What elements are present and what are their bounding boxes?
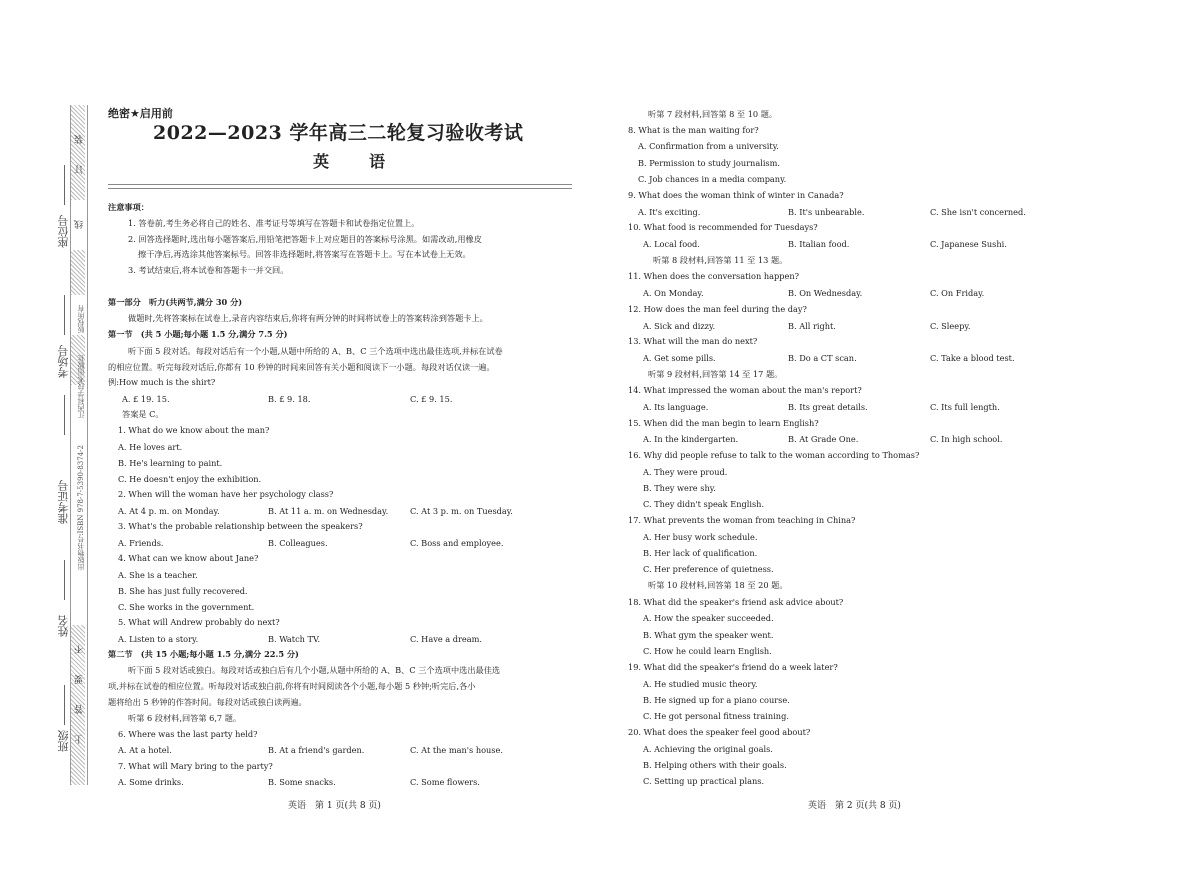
part-instructions: 做题时,先将答案标在试卷上,录音内容结束后,你将有两分钟的时间将试卷上的答案转涂到答题卡上。 xyxy=(128,313,488,323)
answer-option[interactable]: A. Local food. xyxy=(643,239,700,249)
question: 6. Where was the last party held? xyxy=(118,729,258,739)
answer-option[interactable]: A. It's exciting. xyxy=(638,207,701,217)
answer-option[interactable]: A. Sick and dizzy. xyxy=(643,321,716,331)
question: 14. What impressed the woman about the man's report? xyxy=(628,385,862,395)
example-question: 例:How much is the shirt? xyxy=(108,377,216,387)
name-field[interactable] xyxy=(64,560,65,600)
question: 2. When will the woman have her psychology class? xyxy=(118,489,334,499)
answer-option[interactable]: A. He loves art. xyxy=(118,442,183,452)
subject-title: 英 语 xyxy=(313,152,398,171)
binding-mark: 订 xyxy=(75,165,85,174)
answer-option[interactable]: A. She is a teacher. xyxy=(118,570,198,580)
binding-mark: 装 xyxy=(75,135,85,144)
answer-option[interactable]: A. Her busy work schedule. xyxy=(643,532,758,542)
section-heading: 第二节 (共 15 小题;每小题 1.5 分,满分 22.5 分) xyxy=(108,649,299,659)
answer-option[interactable]: C. He got personal fitness training. xyxy=(643,711,789,721)
answer-option[interactable]: B. What gym the speaker went. xyxy=(643,630,774,640)
example-option: A. £ 19. 15. xyxy=(122,394,170,404)
answer-option[interactable]: A. At a hotel. xyxy=(118,745,172,755)
question: 20. What does the speaker feel good about? xyxy=(628,727,811,737)
answer-option[interactable]: A. Friends. xyxy=(118,538,164,548)
example-option: C. £ 9. 15. xyxy=(410,394,453,404)
question: 3. What's the probable relationship between the speakers? xyxy=(118,521,363,531)
answer-option[interactable]: B. Her lack of qualification. xyxy=(643,548,758,558)
answer-option[interactable]: C. How he could learn English. xyxy=(643,646,772,656)
answer-option[interactable]: B. Watch TV. xyxy=(268,634,321,644)
answer-option[interactable]: C. She isn't concerned. xyxy=(930,207,1026,217)
binding-mark: 要 xyxy=(75,675,85,684)
answer-option[interactable]: B. At Grade One. xyxy=(788,434,859,444)
section-instructions: 的相应位置。听完每段对话后,你都有 10 秒钟的时间来回答有关小题和阅读下一小题。每段对话仅读一遍。 xyxy=(108,362,495,372)
answer-option[interactable]: B. Some snacks. xyxy=(268,777,336,787)
question: 15. When did the man begin to learn English? xyxy=(628,418,819,428)
segment-heading: 听第 9 段材料,回答第 14 至 17 题。 xyxy=(648,369,783,379)
answer-option[interactable]: A. Listen to a story. xyxy=(118,634,199,644)
seat-number-label: 座位号 xyxy=(57,215,70,248)
segment-heading: 听第 8 段材料,回答第 11 至 13 题。 xyxy=(653,255,788,265)
answer-option[interactable]: B. Do a CT scan. xyxy=(788,353,857,363)
notice-item: 擦干净后,再选涂其他答案标号。回答非选择题时,将答案写在答题卡上。写在本试卷上无效。 xyxy=(138,249,471,259)
question: 4. What can we know about Jane? xyxy=(118,553,259,563)
confidential-mark: 绝密★启用前 xyxy=(108,107,173,120)
page-footer: 英语 第 2 页(共 8 页) xyxy=(808,801,901,811)
answer-option[interactable]: A. Achieving the original goals. xyxy=(643,744,773,754)
exam-title: 2022—2023 学年高三二轮复习验收考试 xyxy=(153,122,524,144)
publisher-note: 江西科学技术出版社 xyxy=(77,355,85,418)
answer-option[interactable]: A. At 4 p. m. on Monday. xyxy=(118,506,220,516)
answer-option[interactable]: B. It's unbearable. xyxy=(788,207,865,217)
admission-number-label: 准考证号 xyxy=(57,480,70,524)
answer-option[interactable]: C. Boss and employee. xyxy=(410,538,504,548)
isbn-note: 出版物书号:ISBN 978-7-5390-8374-2 xyxy=(77,445,85,571)
binding-mark: 线 xyxy=(75,220,85,229)
section-instructions: 题将给出 5 秒钟的作答时间。每段对话或独白读两遍。 xyxy=(108,697,307,707)
seat-number-field[interactable] xyxy=(64,165,65,205)
answer-option[interactable]: C. At 3 p. m. on Tuesday. xyxy=(410,506,513,516)
answer-option[interactable]: C. Some flowers. xyxy=(410,777,480,787)
answer-option[interactable]: B. They were shy. xyxy=(643,483,716,493)
answer-option[interactable]: C. Job chances in a media company. xyxy=(638,174,787,184)
question: 12. How does the man feel during the day? xyxy=(628,304,807,314)
question: 9. What does the woman think of winter in Canada? xyxy=(628,190,844,200)
hatch-block xyxy=(71,105,85,200)
question: 18. What did the speaker's friend ask advice about? xyxy=(628,597,844,607)
question: 7. What will Mary bring to the party? xyxy=(118,761,273,771)
exam-room-label: 考场号 xyxy=(57,345,70,378)
answer-option[interactable]: C. Setting up practical plans. xyxy=(643,776,765,786)
answer-option[interactable]: C. Sleepy. xyxy=(930,321,971,331)
segment-heading: 听第 7 段材料,回答第 8 至 10 题。 xyxy=(648,109,778,119)
binding-mark: 答 xyxy=(75,705,85,714)
answer-option[interactable]: A. In the kindergarten. xyxy=(643,434,739,444)
answer-option[interactable]: A. They were proud. xyxy=(643,467,728,477)
answer-option[interactable]: A. How the speaker succeeded. xyxy=(643,613,774,623)
question: 13. What will the man do next? xyxy=(628,336,758,346)
answer-option[interactable]: B. Permission to study journalism. xyxy=(638,158,781,168)
class-field[interactable] xyxy=(64,685,65,725)
answer-option[interactable]: B. At a friend's garden. xyxy=(268,745,365,755)
answer-option[interactable]: C. In high school. xyxy=(930,434,1003,444)
question: 17. What prevents the woman from teaching in China? xyxy=(628,515,856,525)
answer-option[interactable]: C. Japanese Sushi. xyxy=(930,239,1007,249)
segment-heading: 听第 6 段材料,回答第 6,7 题。 xyxy=(128,713,242,723)
answer-option[interactable]: C. He doesn't enjoy the exhibition. xyxy=(118,474,262,484)
answer-option[interactable]: C. They didn't speak English. xyxy=(643,499,765,509)
answer-option[interactable]: A. Get some pills. xyxy=(643,353,716,363)
question: 1. What do we know about the man? xyxy=(118,425,270,435)
divider xyxy=(108,184,572,189)
part-heading: 第一部分 听力(共两节,满分 30 分) xyxy=(108,297,243,307)
section-instructions: 听下面 5 段对话或独白。每段对话或独白后有几个小题,从题中所给的 A、B、C 三个选项中选出最佳选 xyxy=(128,665,501,675)
section-instructions: 项,并标在试卷的相应位置。听每段对话或独白前,你将有时间阅读各个小题,每小题 5 秒钟;听完后,各小 xyxy=(108,681,476,691)
hatch-block xyxy=(71,250,85,295)
exam-room-field[interactable] xyxy=(64,295,65,335)
answer-option[interactable]: B. Italian food. xyxy=(788,239,850,249)
example-answer: 答案是 C。 xyxy=(122,409,164,419)
notice-item: 2. 回答选择题时,选出每小题答案后,用铅笔把答题卡上对应题目的答案标号涂黑。如需改动,用橡皮 xyxy=(128,234,482,244)
page-footer: 英语 第 1 页(共 8 页) xyxy=(288,801,381,811)
binding-mark: 上 xyxy=(75,735,85,744)
answer-option[interactable]: C. Her preference of quietness. xyxy=(643,564,774,574)
answer-option[interactable]: C. Have a dream. xyxy=(410,634,483,644)
question: 5. What will Andrew probably do next? xyxy=(118,617,280,627)
answer-option[interactable]: A. Its language. xyxy=(643,402,709,412)
answer-option[interactable]: B. He signed up for a piano course. xyxy=(643,695,790,705)
admission-number-field[interactable] xyxy=(64,395,65,435)
answer-option[interactable]: B. Colleagues. xyxy=(268,538,328,548)
publisher-note: 版权所有 xyxy=(77,305,85,333)
name-label: 姓名 xyxy=(57,615,70,637)
segment-heading: 听第 10 段材料,回答第 18 至 20 题。 xyxy=(648,580,788,590)
answer-option[interactable]: C. Take a blood test. xyxy=(930,353,1015,363)
question: 8. What is the man waiting for? xyxy=(628,125,759,135)
answer-option[interactable]: C. She works in the government. xyxy=(118,602,255,612)
binding-mark: 不 xyxy=(75,645,85,654)
binding-margin xyxy=(58,105,98,785)
answer-option[interactable]: B. Helping others with their goals. xyxy=(643,760,787,770)
answer-option[interactable]: A. He studied music theory. xyxy=(643,679,758,689)
question: 11. When does the conversation happen? xyxy=(628,271,799,281)
answer-option[interactable]: B. Its great details. xyxy=(788,402,868,412)
question: 10. What food is recommended for Tuesdays? xyxy=(628,222,818,232)
answer-option[interactable]: B. All right. xyxy=(788,321,836,331)
answer-option[interactable]: B. She has just fully recovered. xyxy=(118,586,248,596)
notice-item: 1. 答卷前,考生务必将自己的姓名、准考证号等填写在答题卡和试卷指定位置上。 xyxy=(128,218,420,228)
answer-option[interactable]: C. On Friday. xyxy=(930,288,985,298)
section-instructions: 听下面 5 段对话。每段对话后有一个小题,从题中所给的 A、B、C 三个选项中选出最佳选项,并标在试卷 xyxy=(128,346,503,356)
answer-option[interactable]: A. Some drinks. xyxy=(118,777,184,787)
answer-option[interactable]: A. Confirmation from a university. xyxy=(638,141,779,151)
answer-option[interactable]: B. On Wednesday. xyxy=(788,288,863,298)
question: 19. What did the speaker's friend do a week later? xyxy=(628,662,838,672)
answer-option[interactable]: A. On Monday. xyxy=(643,288,704,298)
answer-option[interactable]: B. He's learning to paint. xyxy=(118,458,223,468)
class-label: 班级 xyxy=(57,730,70,752)
answer-option[interactable]: C. At the man's house. xyxy=(410,745,503,755)
question: 16. Why did people refuse to talk to the woman according to Thomas? xyxy=(628,450,920,460)
notice-heading: 注意事项： xyxy=(108,202,149,212)
answer-option[interactable]: B. At 11 a. m. on Wednesday. xyxy=(268,506,389,516)
answer-option[interactable]: C. Its full length. xyxy=(930,402,1000,412)
notice-item: 3. 考试结束后,将本试卷和答题卡一并交回。 xyxy=(128,265,289,275)
section-heading: 第一节 (共 5 小题;每小题 1.5 分,满分 7.5 分) xyxy=(108,329,288,339)
example-option: B. £ 9. 18. xyxy=(268,394,311,404)
